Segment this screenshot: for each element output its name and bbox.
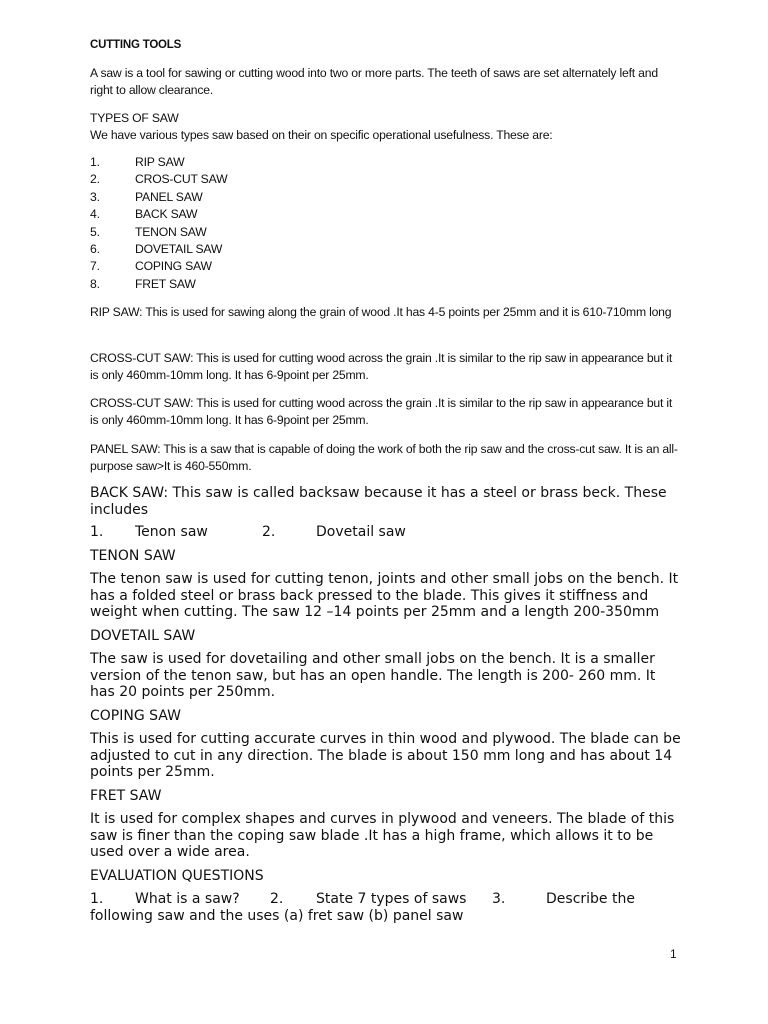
list-text: Dovetail saw (316, 524, 406, 540)
question-text: State 7 types of saws (316, 891, 467, 907)
rip-saw-paragraph: RIP SAW: This is used for sawing along the grain of wood .It has 4-5 points per 25mm and it is 610-710mm long (90, 305, 672, 319)
list-number: 6. (90, 241, 100, 256)
list-text: TENON SAW (135, 224, 207, 239)
evaluation-heading: EVALUATION QUESTIONS (90, 868, 264, 884)
list-text: Tenon saw (135, 524, 208, 540)
list-number: 8. (90, 276, 100, 291)
list-number: 1. (90, 155, 100, 169)
cross-cut-paragraph: CROSS-CUT SAW: This is used for cutting wood across the grain .It is similar to the rip saw in appearance but it is only 460mm-10mm long. It has 6-9point per 25mm. (90, 351, 673, 382)
question-text: What is a saw? (135, 891, 240, 907)
list-text: COPING SAW (135, 259, 212, 274)
list-number: 5. (90, 224, 100, 239)
list-number: 3. (492, 891, 506, 907)
coping-saw-paragraph: This is used for cutting accurate curves in thin wood and plywood. The blade can be adjusted to cut in any direction. The blade is about 150 mm long and has about 14 points per 25mm. (90, 731, 681, 781)
list-item (90, 206, 390, 223)
dovetail-saw-paragraph: The saw is used for dovetailing and other small jobs on the bench. It is a smaller version of the tenon saw, but has an open handle. The length is 200- 260 mm. It has 20 points per 250mm. (90, 651, 656, 701)
list-number: 3. (90, 189, 100, 204)
list-text: DOVETAIL SAW (135, 241, 223, 256)
tenon-saw-paragraph: The tenon saw is used for cutting tenon, joints and other small jobs on the bench. It has a folded steel or brass back pressed to the blade. This gives it stiffness and weight when cutting. The saw 12 –14 points per 25mm and a length 200-350mm (90, 571, 679, 621)
list-item (90, 276, 390, 293)
list-text: FRET SAW (135, 276, 196, 291)
types-intro: We have various types saw based on their on specific operational usefulness. These are: (90, 128, 553, 142)
list-item (90, 154, 390, 171)
list-item (90, 241, 390, 258)
saw-types-list (90, 154, 390, 293)
coping-saw-heading: COPING SAW (90, 708, 181, 724)
back-saw-paragraph: BACK SAW: This saw is called backsaw because it has a steel or brass beck. These includes (90, 485, 667, 518)
list-item (90, 189, 390, 206)
question-text: Describe the (546, 891, 635, 907)
list-number: 2. (262, 524, 276, 540)
types-heading: TYPES OF SAW (90, 111, 179, 125)
list-item (90, 224, 390, 241)
fret-saw-heading: FRET SAW (90, 788, 162, 804)
list-number: 1. (90, 524, 104, 540)
page-number: 1 (670, 947, 677, 961)
list-number: 2. (270, 891, 284, 907)
list-item (90, 258, 390, 275)
question-continuation: following saw and the uses (a) fret saw (b) panel saw (90, 908, 464, 924)
cross-cut-paragraph-repeat: CROSS-CUT SAW: This is used for cutting wood across the grain .It is similar to the rip saw in appearance but it is only 460mm-10mm long. It has 6-9point per 25mm. (90, 396, 673, 427)
list-item (90, 171, 390, 188)
list-number: 4. (90, 207, 100, 222)
list-number: 2. (90, 172, 100, 187)
list-text: CROS-CUT SAW (135, 172, 228, 187)
panel-saw-paragraph: PANEL SAW: This is a saw that is capable of doing the work of both the rip saw and the cross-cut saw. It is an all-purpose saw>It is 460-550mm. (90, 442, 678, 473)
tenon-saw-heading: TENON SAW (90, 548, 176, 564)
intro-paragraph: A saw is a tool for sawing or cutting wood into two or more parts. The teeth of saws are set alternately left and right to allow clearance. (90, 66, 658, 97)
list-number: 1. (90, 891, 104, 907)
dovetail-saw-heading: DOVETAIL SAW (90, 628, 196, 644)
list-text: BACK SAW (135, 207, 198, 222)
list-text: PANEL SAW (135, 189, 203, 204)
document-title: CUTTING TOOLS (90, 39, 182, 51)
list-number: 7. (90, 259, 100, 274)
fret-saw-paragraph: It is used for complex shapes and curves in plywood and veneers. The blade of this saw is finer than the coping saw blade .It has a high frame, which allows it to be used over a wide area. (90, 811, 675, 861)
list-text: RIP SAW (135, 155, 185, 169)
